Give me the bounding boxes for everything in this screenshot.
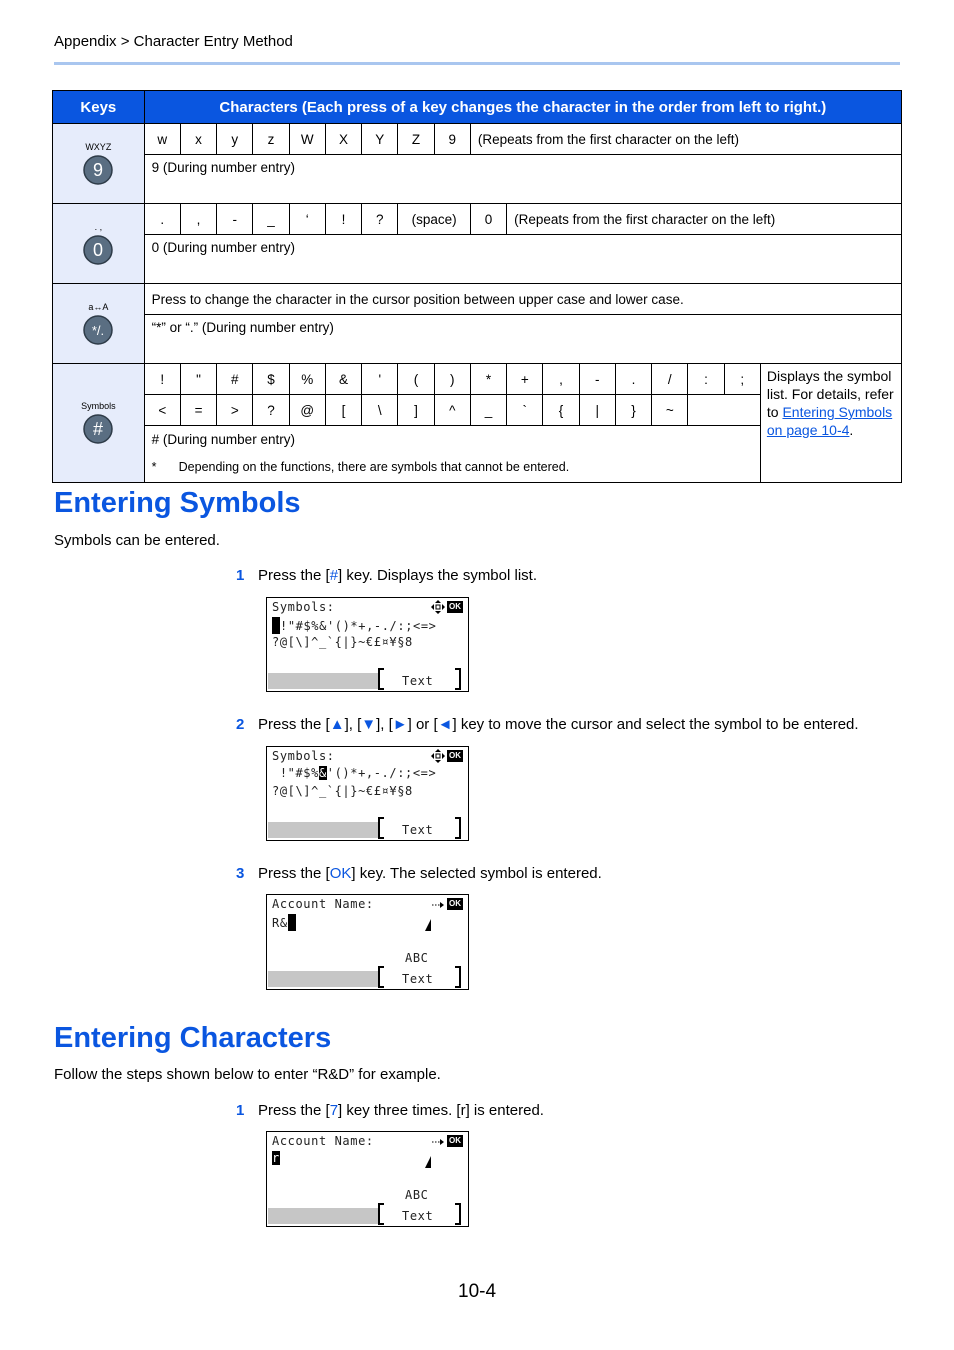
lcd-screen-account-1: [266, 894, 469, 990]
step-text: ], [: [376, 716, 393, 733]
symbol-cell: >: [217, 395, 253, 426]
symbol-cell: -: [579, 364, 615, 395]
input-level-icon: [424, 1156, 432, 1168]
symbol-cell: _: [470, 395, 506, 426]
step-number: 1: [236, 1102, 245, 1119]
softkey-bar: [268, 822, 378, 838]
lcd-screen-symbols-2: [266, 746, 469, 841]
char-cell: 9: [434, 124, 470, 155]
key-star-cell: [53, 284, 145, 364]
step-text: Press the [: [258, 716, 330, 733]
symbol-list-end: .: [849, 422, 854, 438]
key-name: #: [329, 567, 339, 584]
softkey-text: Text: [402, 823, 434, 837]
char-cell: !: [325, 204, 361, 235]
lcd-screen-account-2: [266, 1131, 469, 1227]
cursor-block: [288, 914, 296, 931]
step-text: Press the [: [258, 567, 330, 584]
right-arrow-icon: [431, 1137, 445, 1147]
input-mode: ABC: [405, 1188, 429, 1202]
softkey-text: Text: [402, 972, 434, 986]
symbol-cell: .: [615, 364, 651, 395]
step-text: Press the [: [258, 1102, 330, 1119]
softkey-bracket-right: [455, 1203, 461, 1225]
number-entry-note: 0 (During number entry): [144, 235, 901, 284]
char-cell: z: [253, 124, 289, 155]
number-entry-note: “*” or “.” (During number entry): [144, 315, 901, 364]
symbol-cell: &: [325, 364, 361, 395]
softkey-bracket-left: [378, 966, 384, 988]
symbol-cell: ": [180, 364, 216, 395]
header-characters: Characters (Each press of a key changes the character in the order from left to right.): [144, 91, 901, 124]
lcd-symbols: '()*+,-./:;<=>: [326, 766, 437, 780]
number-entry-note: # (During number entry): [144, 426, 760, 453]
case-toggle-desc: Press to change the character in the cursor position between upper case and lower case.: [144, 284, 901, 315]
char-cell: ?: [362, 204, 398, 235]
key-star-icon: [82, 314, 114, 346]
lcd-symbol-line-2: ?@[\]^_`{|}~€£¤¥§8: [272, 784, 413, 798]
char-cell: ‘: [289, 204, 325, 235]
key-hash-icon: [82, 413, 114, 445]
softkey-bar: [268, 673, 378, 689]
symbol-list-note: [760, 364, 901, 483]
symbol-footnote: [144, 452, 760, 483]
step-number: 3: [236, 865, 245, 882]
cursor-block: [272, 617, 280, 634]
svg-text:*/.: */.: [92, 322, 105, 338]
right-arrow-icon: ►: [392, 716, 408, 733]
char-cell: Z: [398, 124, 434, 155]
repeat-note: (Repeats from the first character on the left): [507, 204, 902, 235]
softkey-bracket-left: [378, 668, 384, 690]
char-cell: 0: [470, 204, 506, 235]
symbol-cell: ^: [434, 395, 470, 426]
softkey-bracket-left: [378, 1203, 384, 1225]
lcd-symbol-line-1: [272, 766, 436, 780]
char-cell: .: [144, 204, 180, 235]
symbol-cell: \: [362, 395, 398, 426]
lcd-entry-line: [272, 1151, 280, 1165]
page-number: 10-4: [458, 1281, 497, 1302]
down-arrow-icon: ▼: [361, 716, 377, 733]
lcd-title: Account Name:: [272, 897, 374, 911]
softkey-bracket-left: [378, 817, 384, 839]
key-0-cell: [53, 204, 145, 284]
symbol-cell: =: [180, 395, 216, 426]
softkey-bar: [268, 1208, 378, 1224]
lcd-title: Symbols:: [272, 600, 335, 614]
softkey-text: Text: [402, 1209, 434, 1223]
step-text: ] key. The selected symbol is entered.: [351, 865, 602, 882]
step-number: 1: [236, 567, 245, 584]
entering-characters-heading: Entering Characters: [54, 1022, 332, 1054]
entering-symbols-link[interactable]: Entering Symbols on page 10-4: [766, 404, 893, 438]
footnote-text: Depending on the functions, there are symbols that cannot be entered.: [178, 460, 570, 474]
symbol-cell: %: [289, 364, 325, 395]
softkey-text: Text: [402, 674, 434, 688]
lcd-symbol-line-1: [272, 617, 437, 634]
symbol-list-text: Displays the symbol list. For details, refer to: [766, 368, 894, 420]
softkey-bar: [268, 971, 378, 987]
four-way-arrow-icon: [431, 749, 445, 763]
key-name: 7: [329, 1102, 339, 1119]
ok-icon: OK: [449, 1136, 461, 1145]
softkey-bracket-right: [455, 966, 461, 988]
char-cell: y: [217, 124, 253, 155]
lcd-symbol-line-2: ?@[\]^_`{|}~€£¤¥§8: [272, 635, 413, 649]
entered-text: r: [272, 1151, 280, 1165]
step-text: ] or [: [407, 716, 438, 733]
symbols-step-1: [236, 567, 537, 584]
symbols-intro: Symbols can be entered.: [54, 532, 220, 549]
symbols-step-2: [236, 716, 859, 733]
symbol-cell: +: [507, 364, 543, 395]
symbol-cell: #: [217, 364, 253, 395]
header-rule: [54, 62, 900, 65]
char-cell: -: [217, 204, 253, 235]
lcd-symbols: !"#$%&'()*+,-./:;<=>: [280, 619, 437, 633]
symbol-cell: @: [289, 395, 325, 426]
char-cell: W: [289, 124, 325, 155]
step-text: Press the [: [258, 865, 330, 882]
lcd-entry-line: [272, 914, 296, 931]
input-mode: ABC: [405, 951, 429, 965]
symbol-cell: ): [434, 364, 470, 395]
key-0-icon: [82, 234, 114, 266]
right-arrow-icon: [431, 900, 445, 910]
softkey-bracket-right: [455, 668, 461, 690]
characters-intro: Follow the steps shown below to enter “R&D” for example.: [54, 1066, 441, 1083]
symbol-cell: (: [398, 364, 434, 395]
lcd-title: Account Name:: [272, 1134, 374, 1148]
key-name: OK: [329, 865, 352, 882]
lcd-title: Symbols:: [272, 749, 335, 763]
ok-icon: OK: [449, 751, 461, 760]
char-cell: x: [180, 124, 216, 155]
ok-icon: OK: [449, 899, 461, 908]
char-cell: w: [144, 124, 180, 155]
step-text: ] key to move the cursor and select the symbol to be entered.: [452, 716, 859, 733]
key-9-icon: [82, 154, 114, 186]
symbols-step-3: [236, 865, 602, 882]
svg-text:#: #: [93, 419, 104, 439]
symbol-cell: [: [325, 395, 361, 426]
input-level-icon: [424, 919, 432, 931]
char-cell: _: [253, 204, 289, 235]
symbol-cell: {: [543, 395, 579, 426]
symbol-cell: ': [362, 364, 398, 395]
characters-step-1: [236, 1102, 544, 1119]
left-arrow-icon: ◄: [437, 716, 453, 733]
step-text: ] key three times. [r] is entered.: [338, 1102, 544, 1119]
symbol-cell: !: [144, 364, 180, 395]
symbol-cell: ?: [253, 395, 289, 426]
symbol-cell: `: [507, 395, 543, 426]
symbol-cell: }: [615, 395, 651, 426]
char-cell: Y: [362, 124, 398, 155]
step-number: 2: [236, 716, 245, 733]
header-keys: Keys: [53, 91, 145, 124]
symbol-cell: <: [144, 395, 180, 426]
symbol-cell: /: [652, 364, 688, 395]
svg-text:9: 9: [93, 159, 104, 180]
footnote-star: *: [151, 460, 157, 474]
char-cell: X: [325, 124, 361, 155]
symbol-cell: |: [579, 395, 615, 426]
symbol-cell: ~: [652, 395, 688, 426]
key-star-label: a↔A: [88, 301, 109, 312]
symbol-cell: ;: [724, 364, 760, 395]
key-hash-label: Symbols: [81, 401, 116, 411]
softkey-bracket-right: [455, 817, 461, 839]
breadcrumb: Appendix > Character Entry Method: [54, 33, 293, 50]
entering-symbols-heading: Entering Symbols: [54, 487, 301, 519]
symbol-cell: ,: [543, 364, 579, 395]
symbol-cell: $: [253, 364, 289, 395]
four-way-arrow-icon: [431, 600, 445, 614]
lcd-screen-symbols-1: [266, 597, 469, 692]
key-9-cell: [53, 124, 145, 204]
empty-cell: [688, 395, 761, 426]
repeat-note: (Repeats from the first character on the left): [470, 124, 901, 155]
ok-icon: OK: [449, 602, 461, 611]
up-arrow-icon: ▲: [329, 716, 345, 733]
entered-text: R&: [272, 916, 288, 930]
character-key-table: [52, 90, 902, 483]
lcd-symbols: !"#$%: [272, 766, 319, 780]
key-9-label: WXYZ: [85, 141, 112, 152]
step-text: ] key. Displays the symbol list.: [338, 567, 537, 584]
key-hash-cell: [53, 364, 145, 483]
key-0-label: . ,: [94, 221, 103, 232]
selected-symbol: &: [318, 766, 327, 780]
space-cell: (space): [398, 204, 471, 235]
symbol-cell: *: [470, 364, 506, 395]
char-cell: ,: [180, 204, 216, 235]
number-entry-note: 9 (During number entry): [144, 155, 901, 204]
symbol-cell: ]: [398, 395, 434, 426]
svg-text:0: 0: [93, 239, 104, 260]
symbol-cell: :: [688, 364, 724, 395]
step-text: ], [: [344, 716, 362, 733]
